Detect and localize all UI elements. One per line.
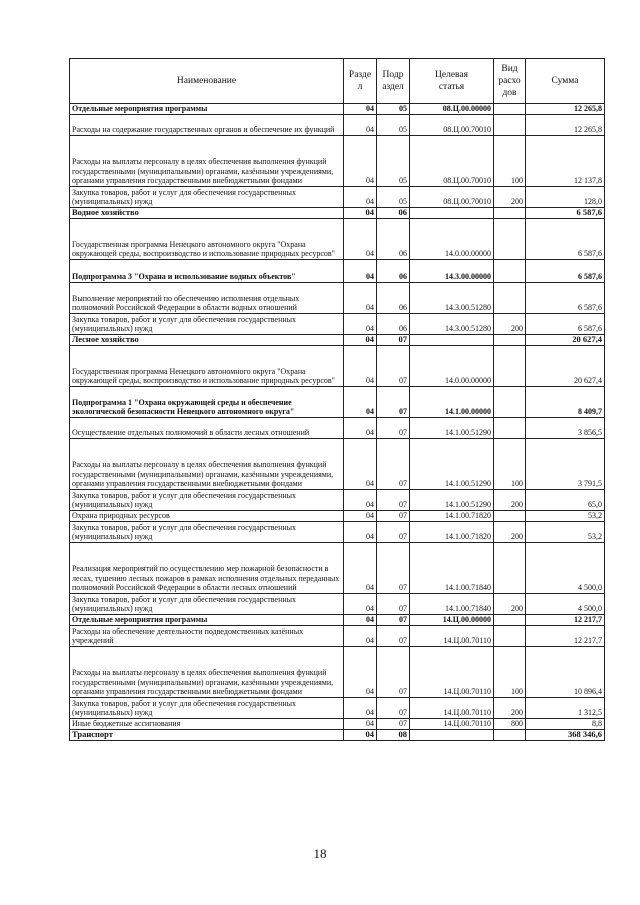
cell-name: Закупка товаров, работ и услуг для обеспечения государственных (муниципальных) нужд: [70, 314, 344, 335]
cell-podrazdel: 07: [377, 346, 410, 387]
cell-razdel: 04: [344, 647, 377, 698]
cell-target-article: 08.Ц.00.70010: [410, 187, 494, 208]
cell-podrazdel: 07: [377, 647, 410, 698]
cell-podrazdel: 05: [377, 115, 410, 136]
cell-name: Государственная программа Ненецкого автономного округа "Охрана окружающей среды, воспроизводство и использование природных ресурсов": [70, 346, 344, 387]
cell-sum: 53,2: [526, 522, 605, 543]
cell-podrazdel: 06: [377, 283, 410, 314]
table-row: [70, 698, 605, 719]
table-row: [70, 730, 605, 741]
cell-name: Реализация мероприятий по осуществлению мер пожарной безопасности в лесах, тушению лесных пожаров в рамках исполнения отдельных переданных полномочий Российской Федерации в области лесных отношений: [70, 543, 344, 594]
cell-expense-type: 200: [494, 187, 526, 208]
cell-expense-type: [494, 418, 526, 439]
cell-sum: 12 217,7: [526, 626, 605, 647]
cell-target-article: 08.Ц.00.00000: [410, 104, 494, 115]
cell-sum: 4 500,0: [526, 594, 605, 615]
cell-sum: 12 265,8: [526, 104, 605, 115]
table-row: [70, 626, 605, 647]
cell-sum: 8,8: [526, 719, 605, 730]
cell-expense-type: [494, 283, 526, 314]
cell-sum: 6 587,6: [526, 260, 605, 283]
header-sum: Сумма: [526, 59, 605, 104]
cell-target-article: 14.Ц.00.70110: [410, 647, 494, 698]
cell-podrazdel: 07: [377, 418, 410, 439]
cell-podrazdel: 06: [377, 260, 410, 283]
cell-expense-type: [494, 387, 526, 418]
cell-target-article: 08.Ц.00.70010: [410, 136, 494, 187]
cell-razdel: 04: [344, 260, 377, 283]
table-row: [70, 335, 605, 346]
cell-expense-type: [494, 626, 526, 647]
cell-name: Расходы на выплаты персоналу в целях обеспечения выполнения функций государственными (муниципальными) органами, казёнными учреждениями, органами управления государственными внебюджетными фондами: [70, 439, 344, 490]
cell-name: Отдельные мероприятия программы: [70, 615, 344, 626]
cell-podrazdel: 07: [377, 335, 410, 346]
cell-target-article: [410, 208, 494, 219]
table-row: [70, 522, 605, 543]
table-row: [70, 346, 605, 387]
cell-razdel: 04: [344, 387, 377, 418]
cell-razdel: 04: [344, 346, 377, 387]
cell-name: Расходы на выплаты персоналу в целях обеспечения выполнения функций государственными (муниципальными) органами, казёнными учреждениями, органами управления государственными внебюджетными фондами: [70, 647, 344, 698]
cell-sum: 65,0: [526, 490, 605, 511]
cell-razdel: 04: [344, 104, 377, 115]
cell-name: Закупка товаров, работ и услуг для обеспечения государственных (муниципальных) нужд: [70, 698, 344, 719]
cell-razdel: 04: [344, 594, 377, 615]
cell-sum: 20 627,4: [526, 346, 605, 387]
cell-sum: 12 265,8: [526, 115, 605, 136]
cell-expense-type: [494, 115, 526, 136]
cell-target-article: 14.3.00.00000: [410, 260, 494, 283]
cell-target-article: 14.1.00.51290: [410, 439, 494, 490]
cell-target-article: 14.1.00.51290: [410, 418, 494, 439]
cell-expense-type: [494, 511, 526, 522]
table-row: [70, 115, 605, 136]
cell-razdel: 04: [344, 136, 377, 187]
cell-razdel: 04: [344, 490, 377, 511]
cell-podrazdel: 06: [377, 208, 410, 219]
header-razdel: Разде л: [344, 59, 377, 104]
cell-name: Водное хозяйство: [70, 208, 344, 219]
cell-name: Отдельные мероприятия программы: [70, 104, 344, 115]
cell-sum: 6 587,6: [526, 219, 605, 260]
cell-podrazdel: 07: [377, 626, 410, 647]
cell-target-article: 14.3.00.51280: [410, 314, 494, 335]
cell-name: Лесное хозяйство: [70, 335, 344, 346]
cell-razdel: 04: [344, 698, 377, 719]
cell-target-article: 14.Ц.00.70110: [410, 719, 494, 730]
cell-razdel: 04: [344, 543, 377, 594]
cell-podrazdel: 06: [377, 219, 410, 260]
cell-sum: 12 137,8: [526, 136, 605, 187]
cell-expense-type: [494, 346, 526, 387]
cell-expense-type: [494, 730, 526, 741]
cell-expense-type: 200: [494, 698, 526, 719]
cell-podrazdel: 07: [377, 490, 410, 511]
cell-expense-type: 100: [494, 647, 526, 698]
cell-name: Расходы на обеспечение деятельности подведомственных казённых учреждений: [70, 626, 344, 647]
cell-expense-type: 800: [494, 719, 526, 730]
cell-target-article: 14.0.00.00000: [410, 219, 494, 260]
cell-name: Охрана природных ресурсов: [70, 511, 344, 522]
cell-razdel: 04: [344, 719, 377, 730]
page-number: 18: [313, 846, 327, 861]
cell-name: Расходы на выплаты персоналу в целях обеспечения выполнения функций государственными (муниципальными) органами, казёнными учреждениями, органами управления государственными внебюджетными фондами: [70, 136, 344, 187]
table-row: [70, 187, 605, 208]
cell-razdel: 04: [344, 335, 377, 346]
cell-podrazdel: 05: [377, 136, 410, 187]
cell-razdel: 04: [344, 511, 377, 522]
cell-expense-type: 200: [494, 522, 526, 543]
table-row: [70, 418, 605, 439]
header-row: [70, 59, 605, 104]
cell-sum: 20 627,4: [526, 335, 605, 346]
cell-razdel: 04: [344, 418, 377, 439]
cell-name: Подпрограмма 1 "Охрана окружающей среды и обеспечение экологической безопасности Ненецкого автономного округа": [70, 387, 344, 418]
cell-expense-type: [494, 208, 526, 219]
cell-podrazdel: 05: [377, 104, 410, 115]
cell-target-article: [410, 730, 494, 741]
cell-name: Закупка товаров, работ и услуг для обеспечения государственных (муниципальных) нужд: [70, 522, 344, 543]
cell-razdel: 04: [344, 626, 377, 647]
cell-podrazdel: 06: [377, 314, 410, 335]
budget-table: [69, 58, 605, 741]
cell-expense-type: [494, 219, 526, 260]
table-row: [70, 594, 605, 615]
table-body: [70, 104, 605, 741]
table-row: [70, 719, 605, 730]
cell-sum: 53,2: [526, 511, 605, 522]
header-name: Наименование: [70, 59, 344, 104]
header-podrazdel: Подр аздел: [377, 59, 410, 104]
cell-expense-type: 200: [494, 594, 526, 615]
cell-razdel: 04: [344, 615, 377, 626]
cell-sum: 8 409,7: [526, 387, 605, 418]
cell-expense-type: 200: [494, 490, 526, 511]
cell-sum: 12 217,7: [526, 615, 605, 626]
header-expense-type: Вид расхо дов: [494, 59, 526, 104]
cell-razdel: 04: [344, 283, 377, 314]
cell-podrazdel: 05: [377, 187, 410, 208]
cell-podrazdel: 07: [377, 719, 410, 730]
cell-razdel: 04: [344, 219, 377, 260]
cell-target-article: 14.3.00.51280: [410, 283, 494, 314]
cell-sum: 10 896,4: [526, 647, 605, 698]
table-row: [70, 543, 605, 594]
cell-expense-type: 100: [494, 439, 526, 490]
cell-sum: 3 791,5: [526, 439, 605, 490]
cell-podrazdel: 07: [377, 511, 410, 522]
cell-expense-type: [494, 104, 526, 115]
cell-target-article: 08.Ц.00.70010: [410, 115, 494, 136]
cell-razdel: 04: [344, 522, 377, 543]
cell-target-article: 14.Ц.00.70110: [410, 626, 494, 647]
cell-sum: 1 312,5: [526, 698, 605, 719]
table-row: [70, 490, 605, 511]
cell-name: Подпрограмма 3 "Охрана и использование водных объектов": [70, 260, 344, 283]
cell-podrazdel: 07: [377, 543, 410, 594]
cell-sum: 6 587,6: [526, 314, 605, 335]
table-row: [70, 314, 605, 335]
table-row: [70, 208, 605, 219]
cell-podrazdel: 07: [377, 698, 410, 719]
cell-name: Закупка товаров, работ и услуг для обеспечения государственных (муниципальных) нужд: [70, 594, 344, 615]
cell-podrazdel: 08: [377, 730, 410, 741]
cell-name: Осуществление отдельных полномочий в области лесных отношений: [70, 418, 344, 439]
cell-expense-type: 200: [494, 314, 526, 335]
cell-expense-type: [494, 335, 526, 346]
cell-podrazdel: 07: [377, 615, 410, 626]
cell-target-article: 14.1.00.71840: [410, 594, 494, 615]
cell-podrazdel: 07: [377, 594, 410, 615]
cell-target-article: 14.1.00.71820: [410, 511, 494, 522]
table-row: [70, 219, 605, 260]
cell-sum: 128,0: [526, 187, 605, 208]
cell-razdel: 04: [344, 208, 377, 219]
cell-razdel: 04: [344, 439, 377, 490]
table-row: [70, 615, 605, 626]
cell-target-article: 14.0.00.00000: [410, 346, 494, 387]
cell-target-article: [410, 335, 494, 346]
cell-razdel: 04: [344, 314, 377, 335]
header-target-article: Целевая статья: [410, 59, 494, 104]
cell-target-article: 14.Ц.00.70110: [410, 698, 494, 719]
cell-name: Закупка товаров, работ и услуг для обеспечения государственных (муниципальных) нужд: [70, 490, 344, 511]
cell-sum: 368 346,6: [526, 730, 605, 741]
table-row: [70, 387, 605, 418]
cell-name: Транспорт: [70, 730, 344, 741]
table-row: [70, 511, 605, 522]
cell-razdel: 04: [344, 115, 377, 136]
cell-sum: 6 587,6: [526, 283, 605, 314]
cell-razdel: 04: [344, 730, 377, 741]
cell-expense-type: 100: [494, 136, 526, 187]
cell-podrazdel: 07: [377, 387, 410, 418]
cell-target-article: 14.1.00.00000: [410, 387, 494, 418]
cell-name: Закупка товаров, работ и услуг для обеспечения государственных (муниципальных) нужд: [70, 187, 344, 208]
cell-name: Выполнение мероприятий по обеспечению исполнения отдельных полномочий Российской Федерации в области водных отношений: [70, 283, 344, 314]
table-row: [70, 647, 605, 698]
cell-name: Иные бюджетные ассигнования: [70, 719, 344, 730]
cell-name: Расходы на содержание государственных органов и обеспечение их функций: [70, 115, 344, 136]
cell-podrazdel: 07: [377, 522, 410, 543]
cell-sum: 4 500,0: [526, 543, 605, 594]
cell-target-article: 14.1.00.51290: [410, 490, 494, 511]
table-row: [70, 283, 605, 314]
cell-podrazdel: 07: [377, 439, 410, 490]
cell-sum: 3 856,5: [526, 418, 605, 439]
cell-razdel: 04: [344, 187, 377, 208]
cell-expense-type: [494, 615, 526, 626]
table-row: [70, 136, 605, 187]
cell-target-article: 14.1.00.71840: [410, 543, 494, 594]
cell-target-article: 14.1.00.71820: [410, 522, 494, 543]
table-row: [70, 104, 605, 115]
table-row: [70, 439, 605, 490]
table-row: [70, 260, 605, 283]
cell-sum: 6 587,6: [526, 208, 605, 219]
cell-expense-type: [494, 260, 526, 283]
cell-target-article: 14.Ц.00.00000: [410, 615, 494, 626]
cell-expense-type: [494, 543, 526, 594]
cell-name: Государственная программа Ненецкого автономного округа "Охрана окружающей среды, воспроизводство и использование природных ресурсов": [70, 219, 344, 260]
